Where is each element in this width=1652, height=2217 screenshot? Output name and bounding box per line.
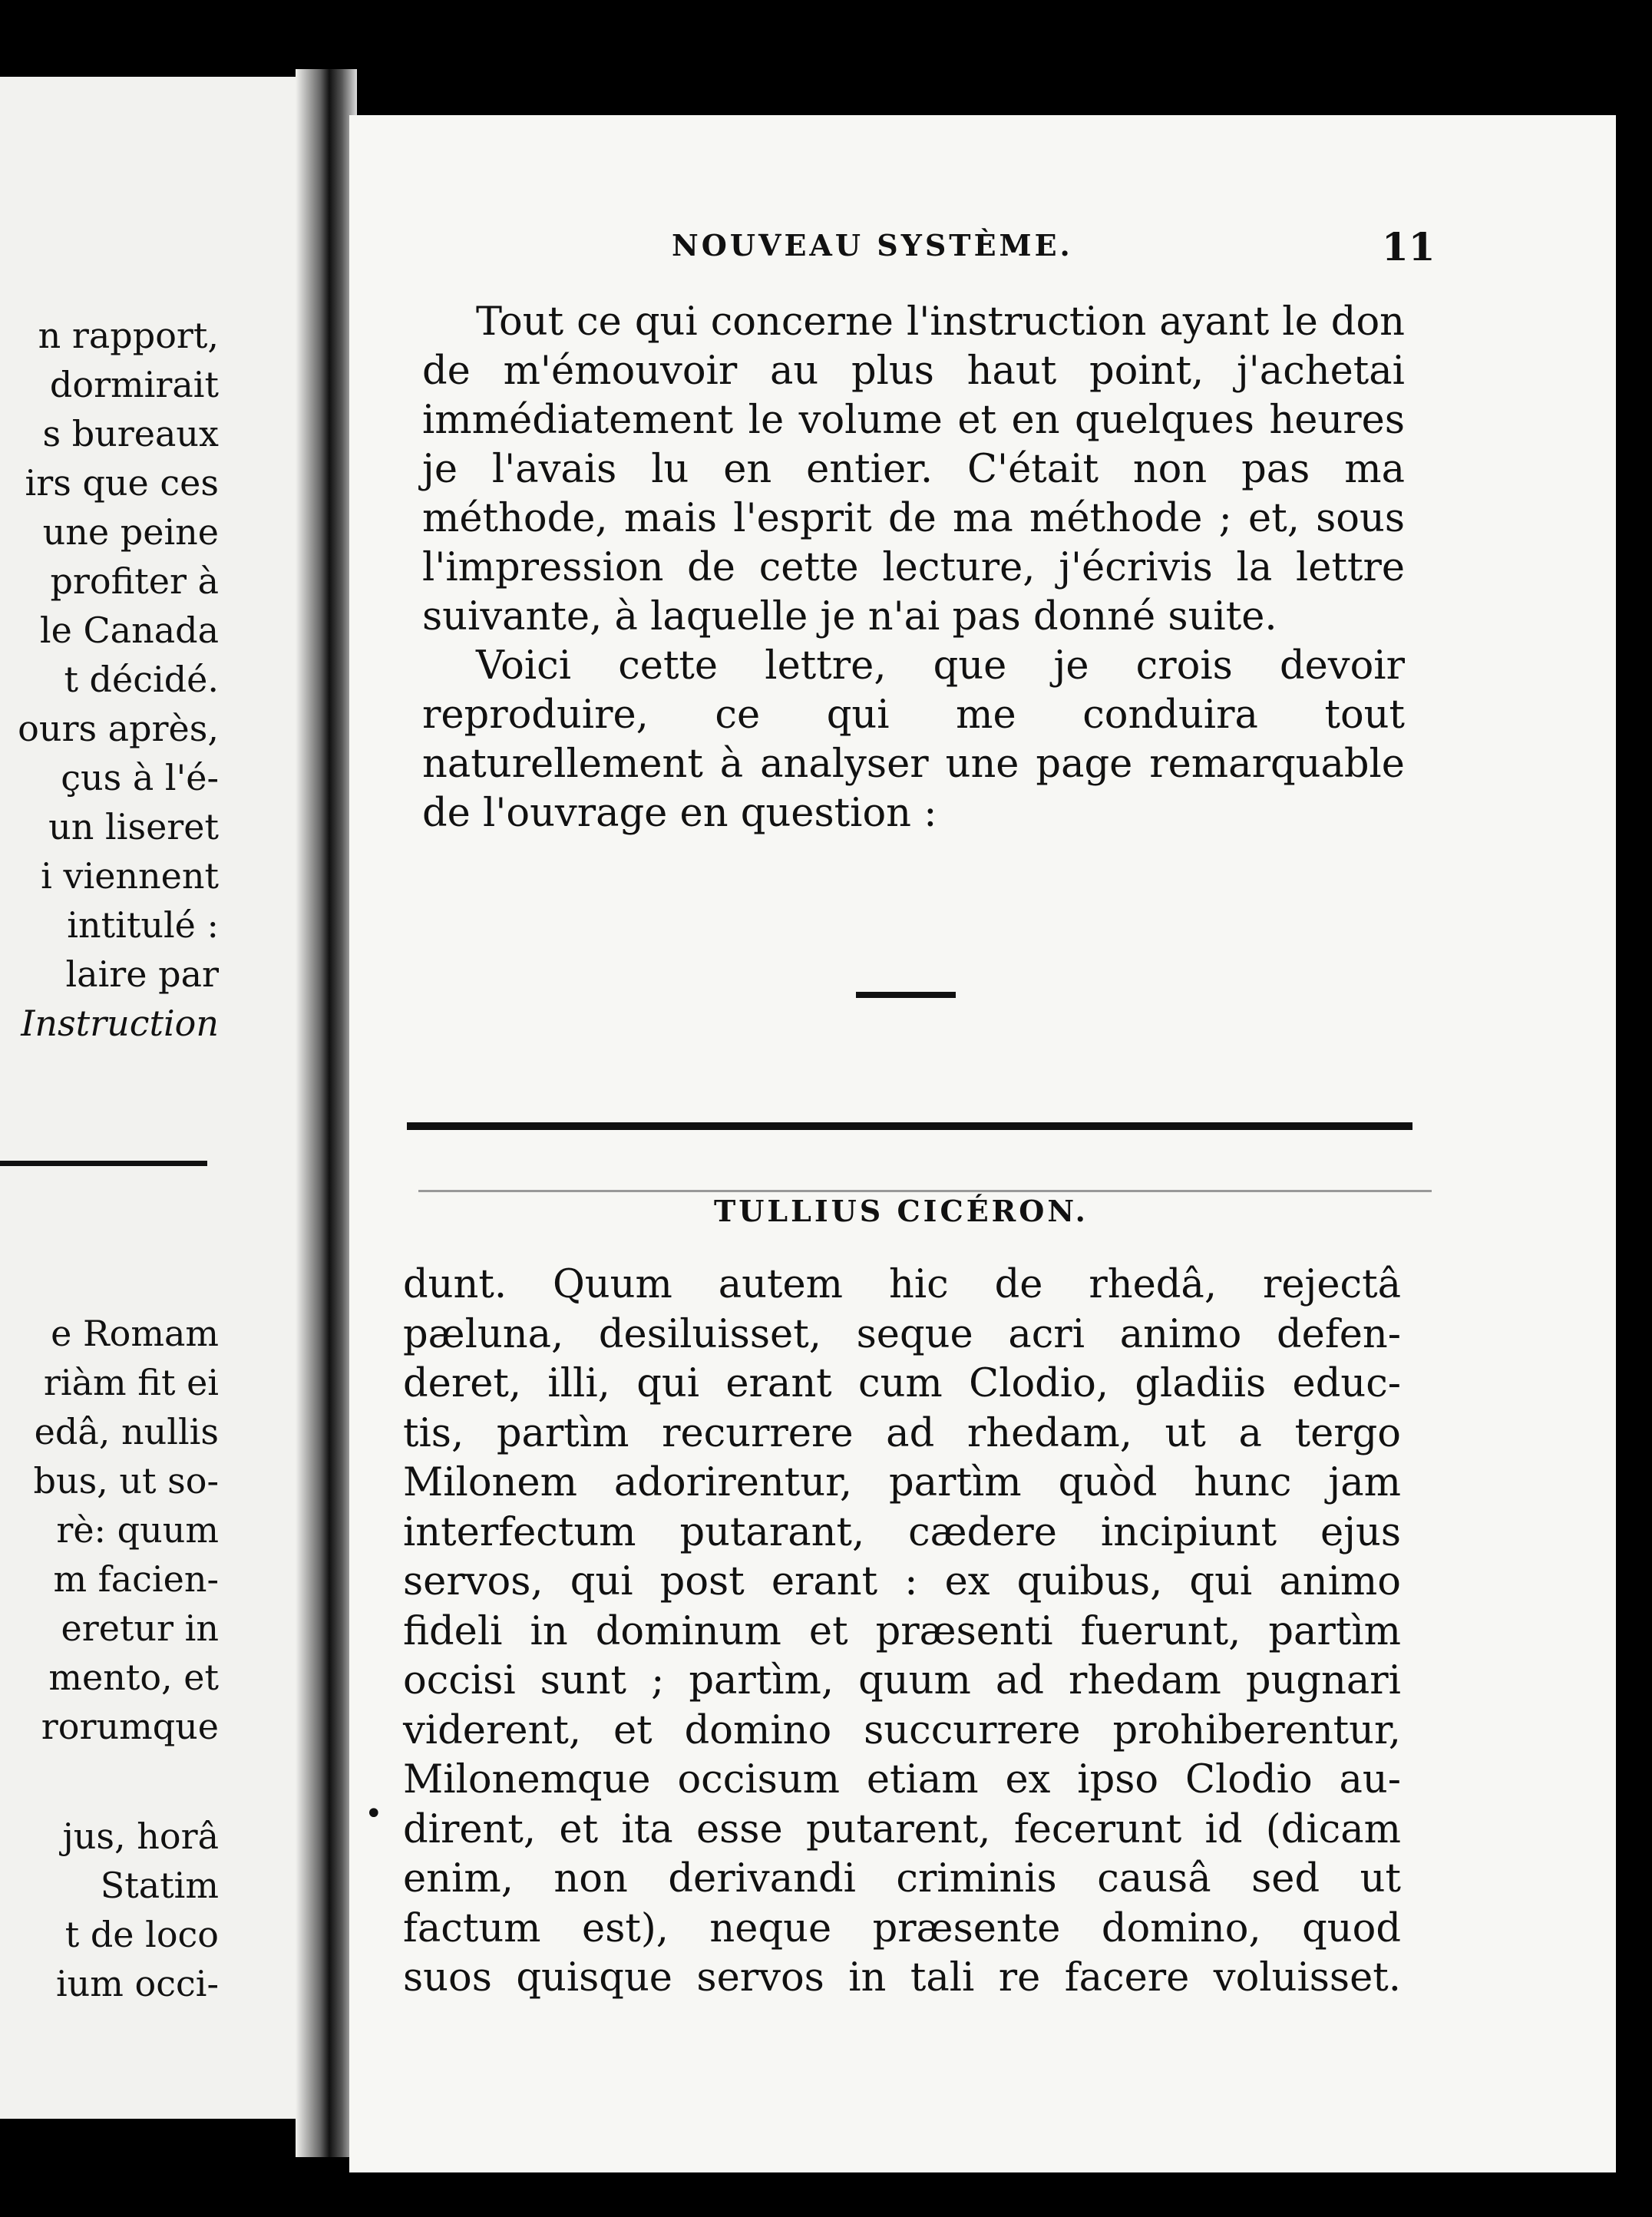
latin-body-text [403, 1260, 1401, 2004]
left-line: n rapport, [38, 315, 219, 356]
left-line: irs que ces [25, 462, 219, 504]
text-line: suos quisque servos in tali re facere voluisset. [403, 1955, 1401, 2001]
text-line: Milonem adorirentur, partìm quòd hunc jam [403, 1460, 1401, 1505]
left-line: Statim [100, 1865, 219, 1906]
text-line: viderent, et domino succurrere prohiberentur, [403, 1707, 1401, 1753]
left-page-rule [0, 1161, 207, 1166]
left-line: t de loco [64, 1914, 219, 1955]
left-line: bus, ut so- [33, 1460, 219, 1502]
left-page-bottom-text [0, 1309, 219, 1751]
left-line: jus, horâ [62, 1816, 219, 1857]
left-line: laire par [65, 953, 219, 995]
text-line: fideli in dominum et præsenti fuerunt, partìm [403, 1608, 1401, 1654]
left-line: un liseret [48, 806, 219, 847]
left-line: intitulé : [67, 904, 219, 946]
margin-bullet-mark: • [365, 1796, 383, 1832]
section-divider-rule [407, 1122, 1412, 1130]
left-line: m facien- [53, 1558, 219, 1600]
left-line: s bureaux [42, 413, 219, 454]
left-line: ium occi- [55, 1963, 219, 2004]
text-line: factum est), neque præsente domino, quod [403, 1905, 1401, 1951]
paragraph: Tout ce qui concerne l'instruction ayant le don de m'émouvoir au plus haut point, j'achetai immédiatement le volume et en quelques heures je l'avais lu en entier. C'était non pas ma méthode, mais l'esprit de ma méthode ; et, sous l'impression de cette lecture, j'écrivis la lettre suivante, à laquelle je n'ai pas donné suite. [422, 299, 1405, 639]
paragraph: Voici cette lettre, que je crois devoir reproduire, ce qui me conduira tout naturellement à analyser une page remarquable de l'ouvrage en question : [422, 643, 1405, 836]
french-body-text [422, 298, 1405, 838]
short-divider-rule [856, 992, 956, 998]
left-page-top-text [0, 311, 219, 1048]
text-line: servos, qui post erant : ex quibus, qui animo [403, 1559, 1401, 1604]
text-line: dirent, et ita esse putarent, fecerunt id (dicam [403, 1806, 1401, 1852]
left-line: rè: quum [56, 1509, 219, 1551]
text-line: dunt. Quum autem hic de rhedâ, rejectâ [403, 1262, 1401, 1307]
text-line: enim, non derivandi criminis causâ sed ut [403, 1856, 1401, 1901]
book-gutter [296, 69, 357, 2157]
text-line: pæluna, desiluisset, seque acri animo defen- [403, 1311, 1401, 1357]
left-line: rorumque [41, 1706, 219, 1747]
left-line: e Romam [51, 1313, 219, 1354]
left-line: profiter à [50, 560, 219, 602]
thin-divider-rule [418, 1190, 1432, 1192]
running-head: NOUVEAU SYSTÈME. [672, 228, 1073, 263]
left-line: mento, et [48, 1657, 219, 1698]
left-italic-line: Instruction [21, 1003, 219, 1044]
text-line: occisi sunt ; partìm, quum ad rhedam pugnari [403, 1658, 1401, 1703]
text-line: Milonemque occisum etiam ex ipso Clodio au- [403, 1757, 1401, 1802]
left-line: riàm fit ei [43, 1362, 219, 1403]
section-heading: TULLIUS CICÉRON. [714, 1194, 1089, 1228]
text-line: tis, partìm recurrere ad rhedam, ut a tergo [403, 1410, 1401, 1456]
left-page-bottom-text-2 [0, 1812, 219, 2008]
left-line: t décidé. [64, 659, 219, 700]
left-line: çus à l'é- [61, 757, 219, 798]
page-number: 11 [1382, 224, 1436, 269]
left-line: eretur in [61, 1607, 219, 1649]
left-line: le Canada [39, 610, 219, 651]
left-line: dormirait [49, 364, 219, 405]
left-line: edâ, nullis [34, 1411, 219, 1452]
text-line: interfectum putarant, cædere incipiunt ejus [403, 1509, 1401, 1555]
left-line: une peine [42, 511, 219, 553]
left-line: i viennent [41, 855, 219, 897]
left-line: ours après, [18, 708, 219, 749]
text-line: deret, illi, qui erant cum Clodio, gladiis educ- [403, 1361, 1401, 1406]
right-page [349, 115, 1616, 2172]
left-facing-page [0, 77, 307, 2119]
